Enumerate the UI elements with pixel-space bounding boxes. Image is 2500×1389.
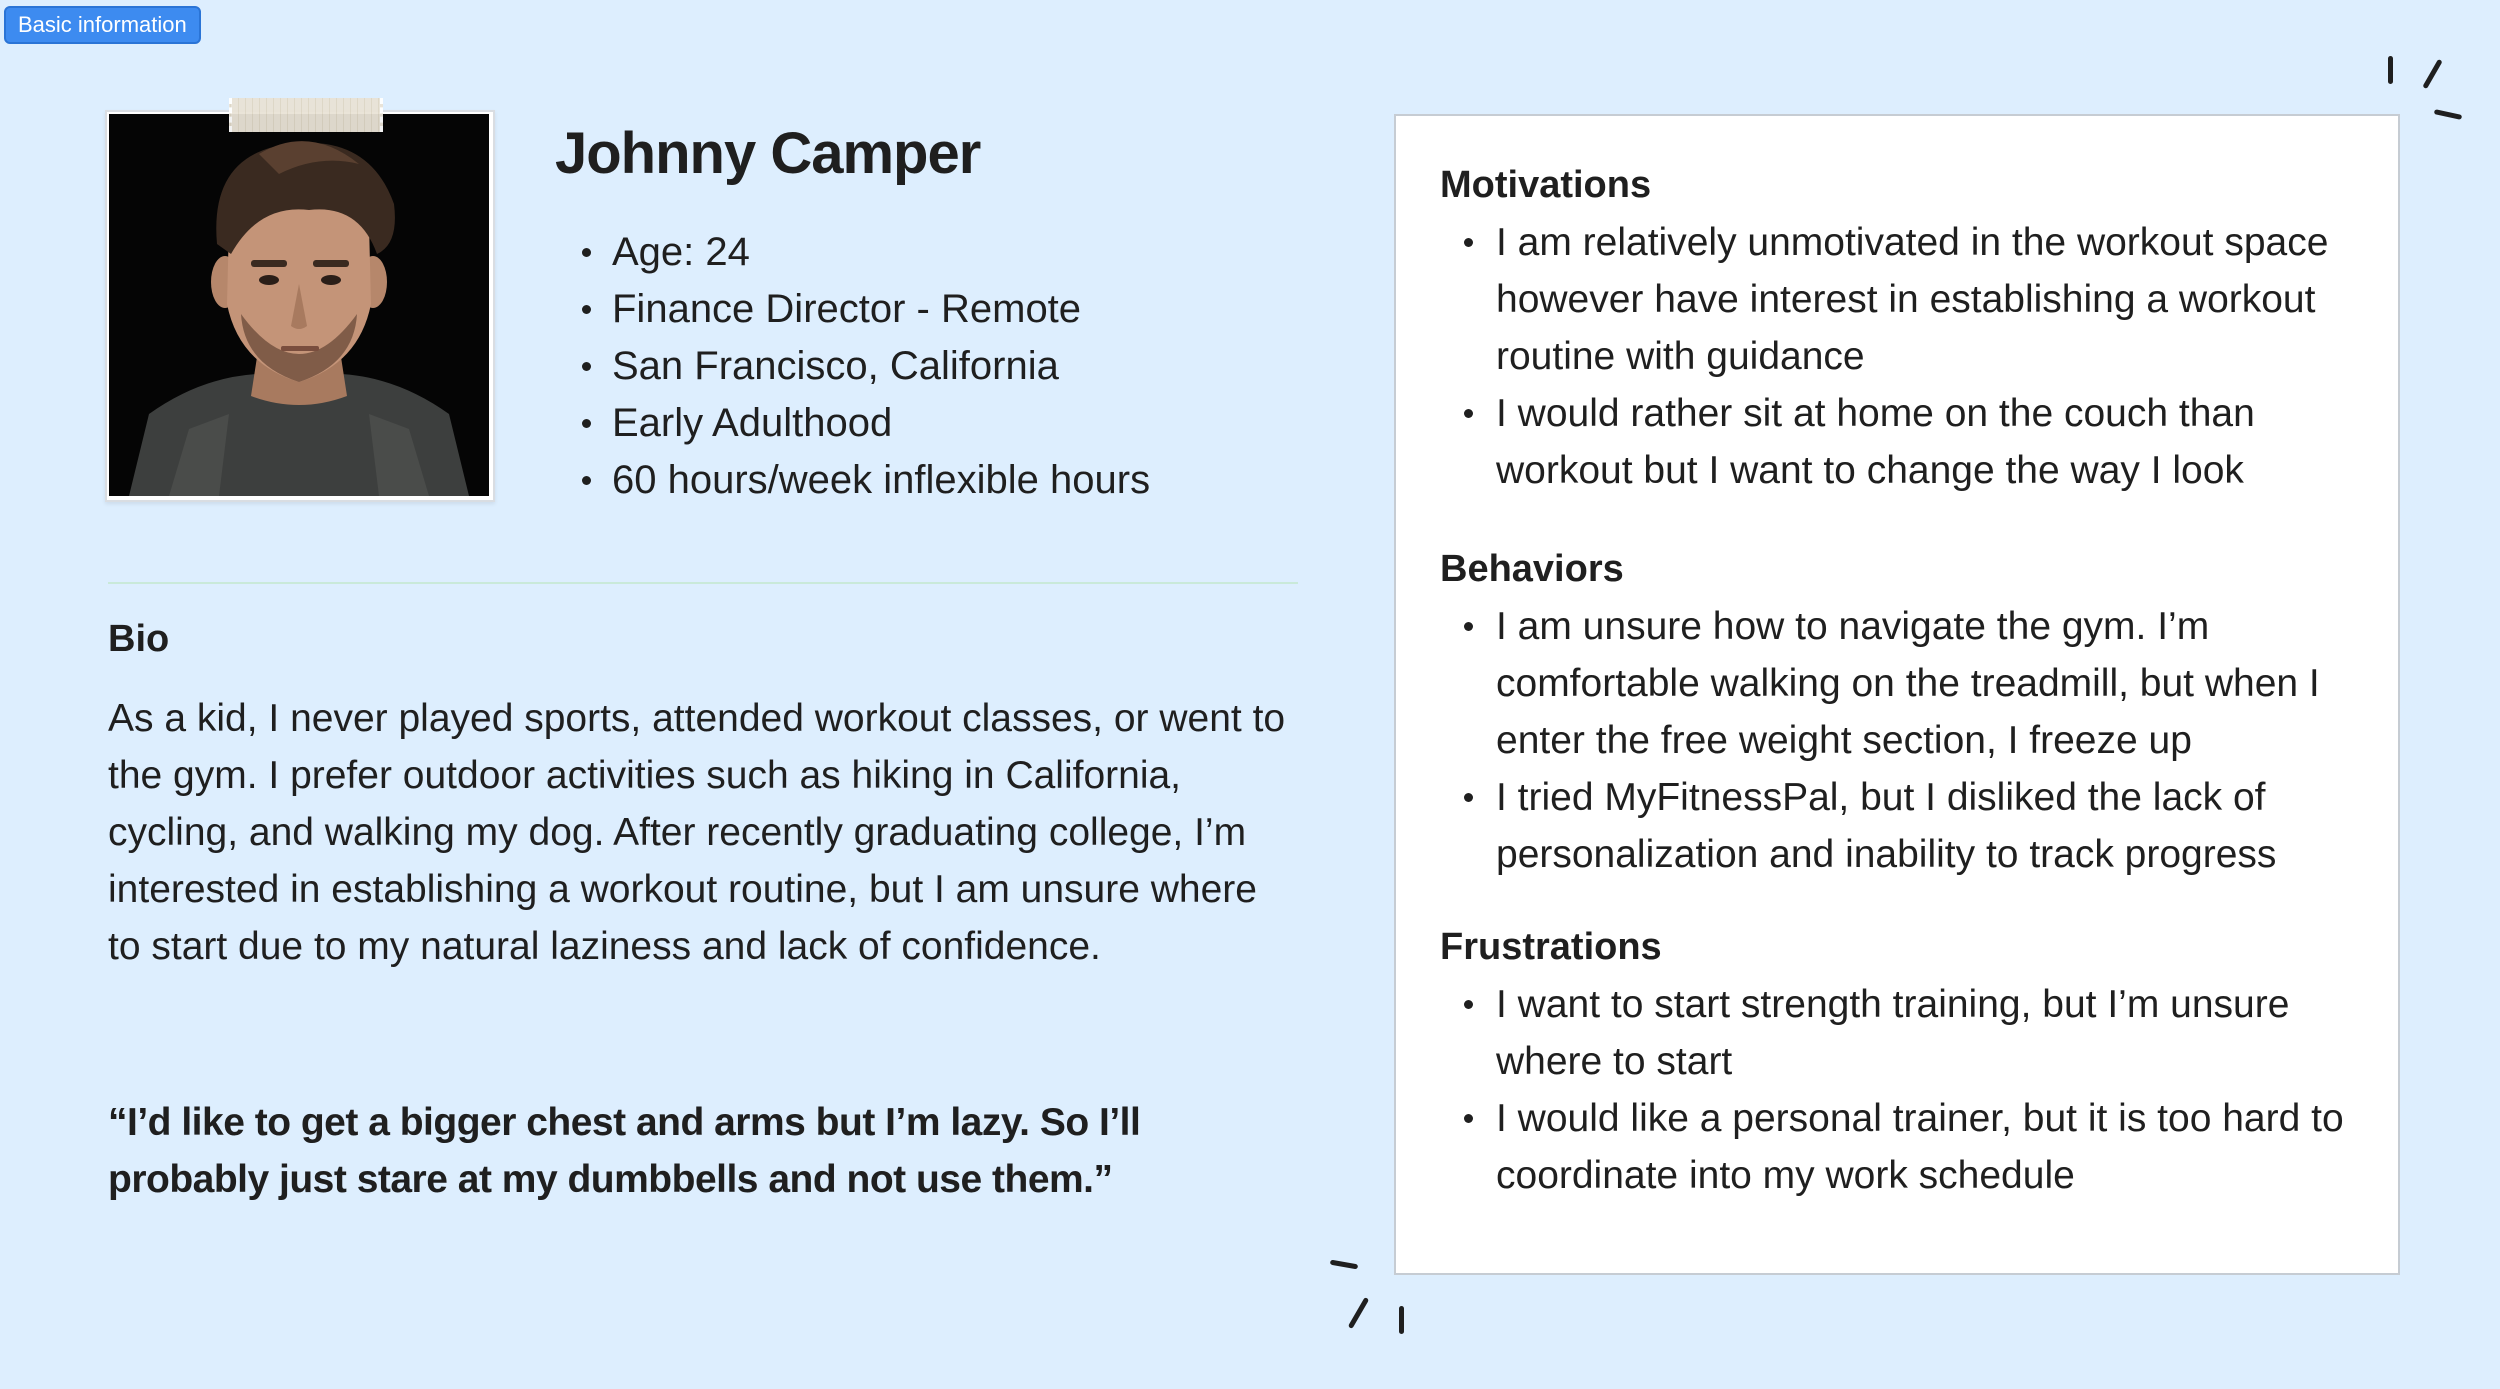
fact-work-hours: 60 hours/week inflexible hours xyxy=(612,452,1150,509)
fact-location: San Francisco, California xyxy=(612,338,1150,395)
motivations-heading: Motivations xyxy=(1440,164,1652,206)
persona-name: Johnny Camper xyxy=(555,121,981,186)
fact-age: Age: 24 xyxy=(612,224,1150,281)
details-card xyxy=(1394,114,2400,1275)
frame-label[interactable]: Basic information xyxy=(4,6,201,44)
motivations-list xyxy=(1496,214,2380,499)
frustration-item: I want to start strength training, but I’m unsure where to start xyxy=(1496,976,2380,1090)
profile-photo-frame xyxy=(105,110,495,502)
behaviors-heading: Behaviors xyxy=(1440,548,1624,590)
frustrations-list xyxy=(1496,976,2380,1204)
frustrations-section xyxy=(1440,922,2380,1204)
frustrations-heading: Frustrations xyxy=(1440,926,1662,968)
portrait-image xyxy=(109,114,489,496)
persona-facts-list xyxy=(612,224,1150,509)
fact-occupation: Finance Director - Remote xyxy=(612,281,1150,338)
motivations-section xyxy=(1440,160,2380,499)
behavior-item: I am unsure how to navigate the gym. I’m comfortable walking on the treadmill, but when I enter the free weight section, I freeze up xyxy=(1496,598,2380,769)
fact-life-stage: Early Adulthood xyxy=(612,395,1150,452)
motivation-item: I am relatively unmotivated in the workout space however have interest in establishing a workout routine with guidance xyxy=(1496,214,2380,385)
behavior-item: I tried MyFitnessPal, but I disliked the lack of personalization and inability to track progress xyxy=(1496,769,2380,883)
bio-text: As a kid, I never played sports, attended workout classes, or went to the gym. I prefer outdoor activities such as hiking in California, cycling, and walking my dog. After recently graduating college, I’m interested in establishing a workout routine, but I am unsure where to start due to my natural laziness and lack of confidence. xyxy=(108,697,1286,968)
behaviors-list xyxy=(1496,598,2380,883)
frustration-item: I would like a personal trainer, but it is too hard to coordinate into my work schedule xyxy=(1496,1090,2380,1204)
section-divider xyxy=(108,582,1298,584)
tape-decoration xyxy=(229,98,383,132)
motivation-item: I would rather sit at home on the couch than workout but I want to change the way I look xyxy=(1496,385,2380,499)
persona-quote: “I’d like to get a bigger chest and arms but I’m lazy. So I’ll probably just stare at my dumbbells and not use them.” xyxy=(108,1101,1141,1201)
profile-photo xyxy=(109,114,489,496)
bio-heading: Bio xyxy=(108,618,170,660)
behaviors-section xyxy=(1440,544,2380,883)
